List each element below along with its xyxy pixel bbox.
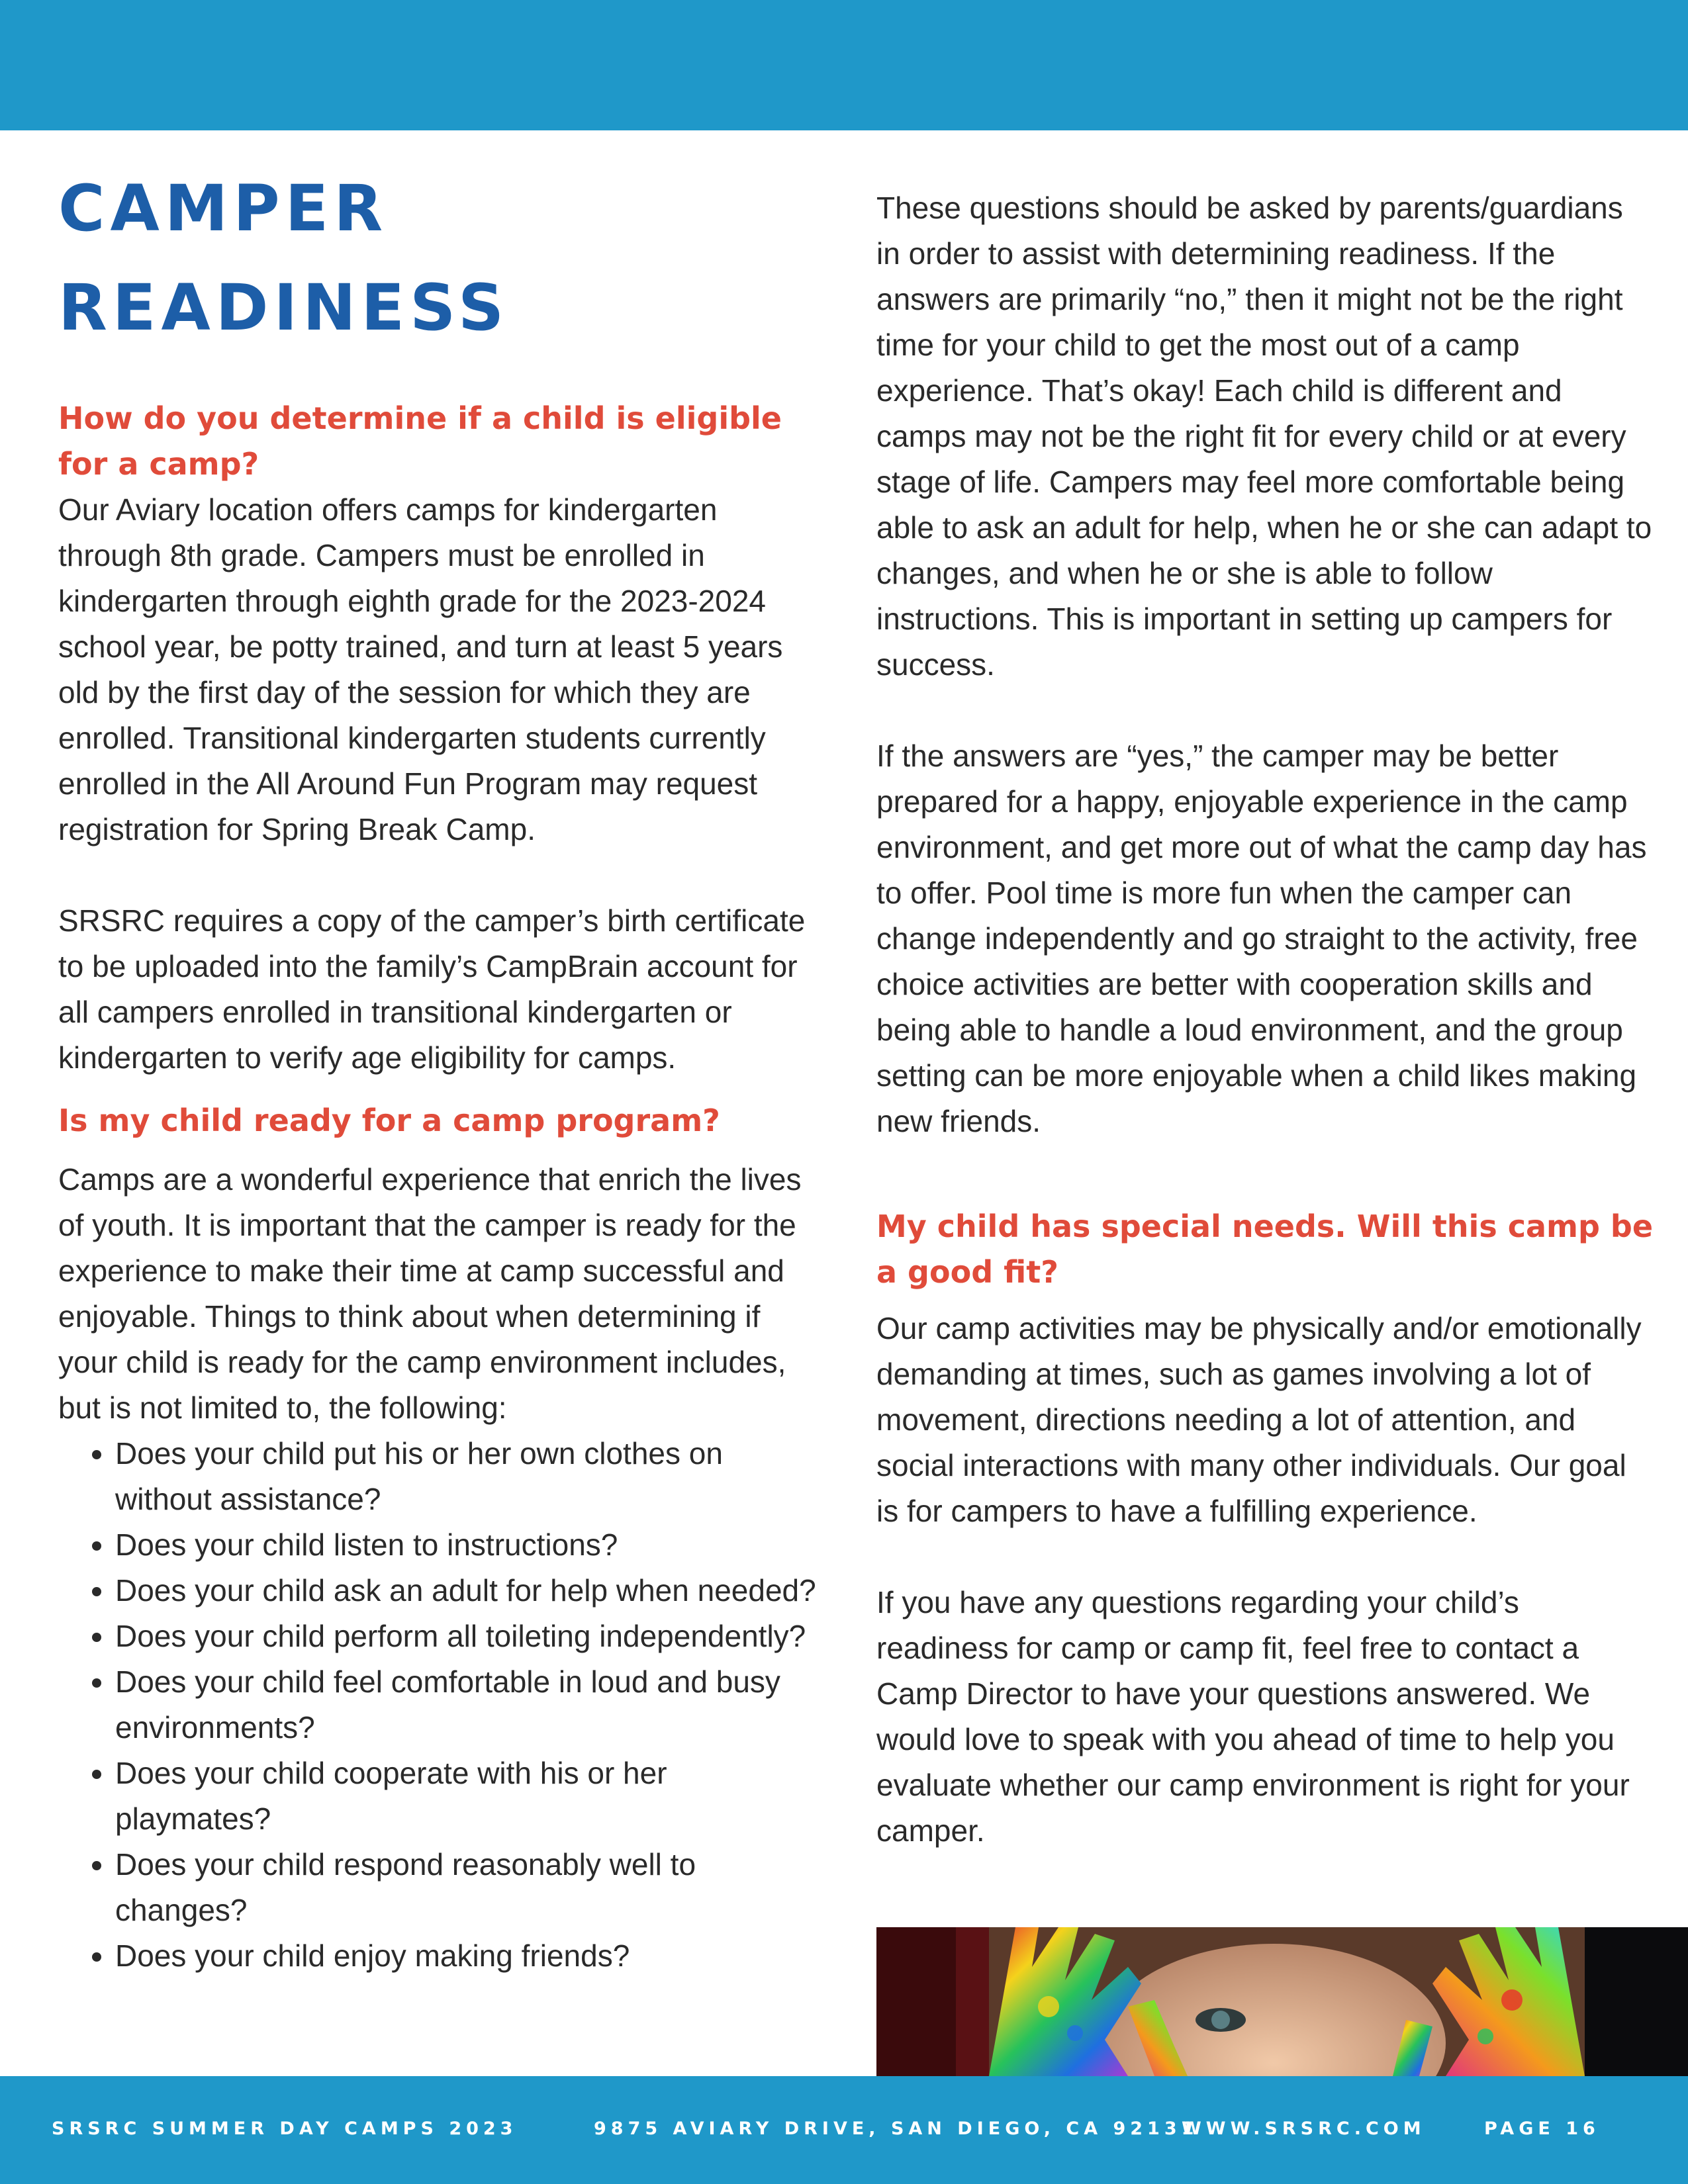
readiness-checklist bbox=[58, 1431, 820, 1979]
readiness-paragraph: Camps are a wonderful experience that enrich the lives of youth. It is important that the camper is ready for the experience to make their time at camp successful and enjoyable. Things to think about when determining if your child is ready for the camp environment includes, but is not limited to, the following: bbox=[58, 1162, 802, 1425]
footer-page-number: PAGE 16 bbox=[1484, 2118, 1600, 2139]
birth-certificate-paragraph: SRSRC requires a copy of the camper’s birth certificate to be uploaded into the family’s CampBrain account for all campers enrolled in transitional kindergarten or kindergarten to verify age eligibility for camps. bbox=[58, 903, 806, 1075]
list-item: • Does your child enjoy making friends? bbox=[115, 1933, 820, 1979]
list-item: • Does your child listen to instructions? bbox=[115, 1522, 820, 1568]
painted-hands-photo bbox=[876, 1927, 1688, 2076]
list-item: • Does your child perform all toileting independently? bbox=[115, 1614, 820, 1659]
header-band bbox=[0, 0, 1688, 130]
eligibility-heading: How do you determine if a child is eligible for a camp? bbox=[58, 400, 782, 482]
contact-paragraph: If you have any questions regarding your child’s readiness for camp or camp fit, feel free to contact a Camp Director to have your questions answered. We would love to speak with you ahead of time to help you evaluate whether our camp environment is right for your camper. bbox=[876, 1585, 1630, 1848]
list-item: • Does your child ask an adult for help when needed? bbox=[115, 1568, 820, 1614]
footer-address: 9875 AVIARY DRIVE, SAN DIEGO, CA 92131 bbox=[594, 2118, 1199, 2139]
guardian-questions-paragraph: These questions should be asked by parents/guardians in order to assist with determining readiness. If the answers are primarily “no,” then it might not be the right time for your child to get the most out of a camp experience. That’s okay! Each child is different and camps may not be the right fit for every child or at every stage of life. Campers may feel more comfortable being able to ask an adult for help, when he or she can adapt to changes, and when he or she is able to follow instructions. This is important in setting up campers for success. bbox=[876, 191, 1652, 682]
special-needs-paragraph: Our camp activities may be physically and/or emotionally demanding at times, such as games involving a lot of movement, directions needing a lot of attention, and social interactions with many other individuals. Our goal is for campers to have a fulfilling experience. bbox=[876, 1311, 1642, 1528]
readiness-heading: Is my child ready for a camp program? bbox=[58, 1103, 720, 1138]
list-item: • Does your child feel comfortable in loud and busy environments? bbox=[115, 1659, 820, 1751]
left-column bbox=[58, 159, 820, 1979]
yes-answers-paragraph: If the answers are “yes,” the camper may be better prepared for a happy, enjoyable experience in the camp environment, and get more out of what the camp day has to offer. Pool time is more fun when the camper can change independently and go straight to the activity, free choice activities are better with cooperation skills and being able to handle a loud environment, and the group setting can be more enjoyable when a child likes making new friends. bbox=[876, 739, 1647, 1138]
footer-brand: SRSRC SUMMER DAY CAMPS 2023 bbox=[52, 2118, 518, 2139]
special-needs-heading: My child has special needs. Will this camp be a good fit? bbox=[876, 1208, 1654, 1290]
right-column bbox=[876, 185, 1654, 1854]
list-item: • Does your child put his or her own clothes on without assistance? bbox=[115, 1431, 820, 1522]
page-title: CAMPER READINESS bbox=[58, 171, 510, 345]
footer-website[interactable]: WWW.SRSRC.COM bbox=[1182, 2118, 1426, 2139]
list-item: • Does your child cooperate with his or her playmates? bbox=[115, 1751, 820, 1842]
footer-band bbox=[0, 2076, 1688, 2184]
list-item: • Does your child respond reasonably well to changes? bbox=[115, 1842, 820, 1933]
eligibility-paragraph: Our Aviary location offers camps for kindergarten through 8th grade. Campers must be enrolled in kindergarten through eighth grade for the 2023-2024 school year, be potty trained, and turn at least 5 years old by the first day of the session for which they are enrolled. Transitional kindergarten students currently enrolled in the All Around Fun Program may request registration for Spring Break Camp. bbox=[58, 492, 783, 846]
